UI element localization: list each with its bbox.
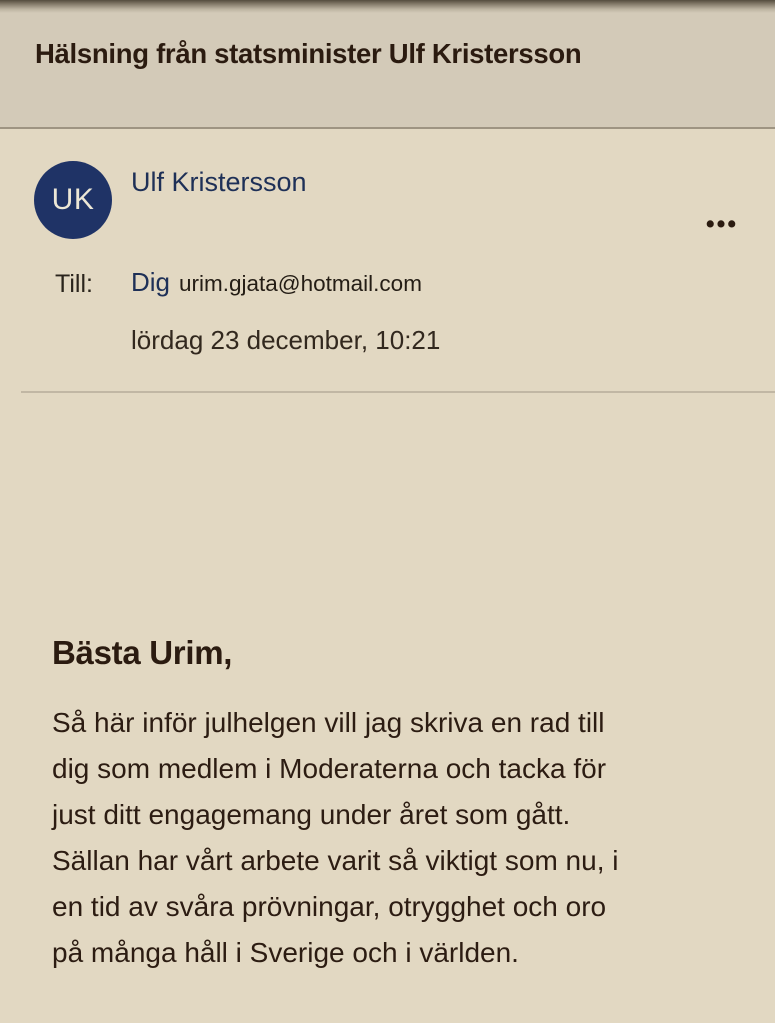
message-date: lördag 23 december, 10:21: [131, 325, 441, 355]
to-label: Till:: [55, 270, 93, 298]
body-paragraph-line: en tid av svåra prövningar, otrygghet och oro: [52, 891, 607, 922]
recipient-chip[interactable]: Dig: [131, 267, 171, 297]
recipient-email: urim.gjata@hotmail.com: [179, 271, 422, 296]
body-paragraph-line: dig som medlem i Moderaterna och tacka för: [52, 753, 607, 784]
sender-avatar[interactable]: [34, 161, 112, 239]
sender-avatar-initials: UK: [51, 183, 95, 216]
subject-title: Hälsning från statsminister Ulf Kristersson: [35, 38, 582, 69]
body-paragraph-line: på många håll i Sverige och i världen.: [52, 937, 519, 968]
body-paragraph-line: Sällan har vårt arbete varit så viktigt som nu, i: [52, 845, 619, 876]
recipient-line: [131, 267, 422, 298]
subject-header: [0, 0, 775, 129]
header-divider: [21, 391, 775, 393]
body-paragraph-line: Så här inför julhelgen vill jag skriva en rad till: [52, 707, 605, 738]
body-paragraph-line: just ditt engagemang under året som gått.: [52, 799, 571, 830]
sender-name[interactable]: Ulf Kristersson: [131, 167, 307, 197]
body-paragraph: [52, 700, 618, 976]
more-actions-button[interactable]: •••: [698, 207, 746, 241]
top-edge-shadow: [0, 0, 775, 13]
greeting-text: Bästa Urim,: [52, 634, 233, 671]
